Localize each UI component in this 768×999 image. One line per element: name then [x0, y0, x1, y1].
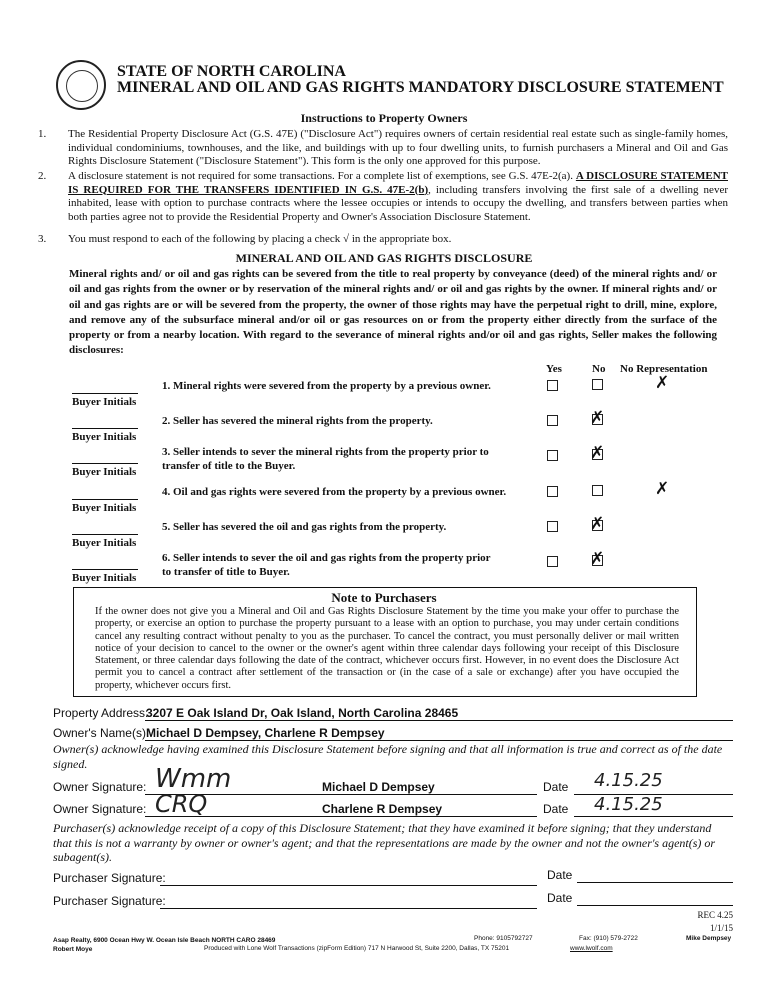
property-address-line	[145, 720, 733, 721]
check-mark-q4: ✗	[655, 479, 670, 499]
question-1	[162, 379, 552, 393]
checkbox-yes-q3[interactable]	[547, 450, 558, 461]
purchaser2-signature-label: Purchaser Signature:	[53, 894, 166, 908]
question-text-continued: transfer of title to the Buyer.	[162, 460, 296, 472]
checkbox-no-q4[interactable]	[592, 485, 603, 496]
col-yes: Yes	[546, 363, 562, 375]
question-4	[162, 485, 552, 499]
instruction-2: 2. A disclosure statement is not required for some transactions. For a complete list of exemptions, see G.S. 47E-2(a). A DISCLOSURE STATEMENT IS REQUIRED FOR THE TRANSFERS IDENTIFIED IN G.S. 47E-2(b), including transfers involving the first sale of a dwelling never inhabited, lease with option to purchase contracts where the lessee occupies or intends to occupy the dwelling, and transfers between parties when both parties agree not to provide the Residential Property and Owner's Association Disclosure Statement.	[38, 170, 728, 223]
purchaser1-date-line[interactable]	[577, 882, 733, 883]
state-title: STATE OF NORTH CAROLINA	[117, 63, 346, 80]
check-mark-q3: ✗	[590, 443, 605, 463]
footer-fax: Fax: (910) 579-2722	[579, 935, 638, 942]
form-date: 1/1/15	[709, 923, 733, 933]
footer-agent: Mike Dempsey	[686, 935, 732, 942]
check-mark-q5: ✗	[590, 514, 605, 534]
property-address-value[interactable]: 3207 E Oak Island Dr, Oak Island, North Carolina 28465	[146, 706, 459, 720]
col-no: No	[592, 363, 606, 375]
checkbox-yes-q5[interactable]	[547, 521, 558, 532]
question-6	[162, 551, 552, 579]
check-mark-q1: ✗	[655, 373, 670, 393]
owner2-signature-label: Owner Signature:	[53, 802, 147, 816]
checkbox-yes-q2[interactable]	[547, 415, 558, 426]
section-paragraph: Mineral rights and/ or oil and gas rights can be severed from the title to real property by conveyance (deed) of the mineral rights and/ or oil and gas rights from the owner or by reservation of the mineral rights and/ or oil and gas rights by the owner. If mineral rights and/ or oil and gas rights are or will be severed from the property, the owner of those rights may have the perpetual right to drill, mine, explore, and remove any of the subsurface mineral and/or oil or gas resources on or from the property either directly from the surface of the property or from a nearby location. With regard to the severance of mineral rights and/or oil and gas rights, Seller makes the following disclosures:	[69, 268, 717, 357]
question-text: 6. Seller intends to sever the oil and gas rights from the property prior	[162, 552, 491, 564]
buyer-initials-5[interactable]: Buyer Initials	[72, 534, 138, 549]
footer-company: Asap Realty, 6900 Ocean Hwy W. Ocean Isle Beach NORTH CARO 28469	[53, 937, 276, 944]
owner1-date-label: Date	[543, 780, 569, 794]
question-text: 2. Seller has severed the mineral rights from the property.	[162, 415, 433, 427]
owner2-date-value[interactable]: 4.15.25	[594, 794, 663, 815]
instruction-3: 3. You must respond to each of the following by placing a check √ in the appropriate box.	[38, 233, 452, 245]
owners-label: Owner's Name(s):	[53, 726, 150, 740]
footer-person: Robert Moye	[53, 946, 93, 953]
owner2-printed-name: Charlene R Dempsey	[322, 802, 443, 816]
instruction-1: 1. The Residential Property Disclosure Act (G.S. 47E) ("Disclosure Act") requires owners of certain residential real estate such as single-family homes, individual condominiums, townhouses, and the like, and buildings with up to four dwelling units, to furnish purchasers a Mineral and Oil and Gas Rights Disclosure Statement ("Disclosure Statement"). This form is the only one approved for this purpose.	[38, 128, 728, 167]
question-text: 4. Oil and gas rights were severed from the property by a previous owner.	[162, 486, 507, 498]
owners-value[interactable]: Michael D Dempsey, Charlene R Dempsey	[146, 726, 385, 740]
buyer-initials-4[interactable]: Buyer Initials	[72, 499, 138, 514]
question-text: 3. Seller intends to sever the mineral rights from the property prior to	[162, 446, 489, 458]
question-text-continued: to transfer of title to Buyer.	[162, 566, 290, 578]
owner1-signature-scrawl: Wmm	[155, 764, 232, 794]
buyer-initials-1[interactable]: Buyer Initials	[72, 393, 138, 408]
owner1-signature-label: Owner Signature:	[53, 780, 147, 794]
checkbox-yes-q1[interactable]	[547, 380, 558, 391]
property-address-label: Property Address:	[53, 706, 149, 720]
purchaser2-signature-line[interactable]	[160, 908, 537, 909]
purchaser1-date-label: Date	[547, 868, 573, 882]
question-text: 5. Seller has severed the oil and gas rights from the property.	[162, 521, 447, 533]
checkbox-yes-q6[interactable]	[547, 556, 558, 567]
owner2-date-line	[574, 816, 733, 817]
buyer-initials-3[interactable]: Buyer Initials	[72, 463, 138, 478]
check-mark-q2: ✗	[590, 408, 605, 428]
purchaser-acknowledgement: Purchaser(s) acknowledge receipt of a copy of this Disclosure Statement; that they have examined it before signing; that they understand that this is not a warranty by owner or owner's agent; and that the representations are made by the owner and not the owner's agent(s) or subagent(s).	[53, 821, 716, 864]
checkbox-yes-q4[interactable]	[547, 486, 558, 497]
section-title: MINERAL AND OIL AND GAS RIGHTS DISCLOSURE	[235, 251, 533, 265]
owner-acknowledgement: Owner(s) acknowledge having examined this Disclosure Statement before signing and that all information is true and correct as of the date signed.	[53, 742, 723, 771]
purchaser1-signature-line[interactable]	[160, 885, 537, 886]
question-5	[162, 520, 552, 534]
footer-phone: Phone: 9105792727	[474, 935, 533, 942]
instructions-title: Instructions to Property Owners	[300, 111, 468, 125]
owner2-signature-scrawl: CRQ	[155, 790, 208, 818]
purchaser1-signature-label: Purchaser Signature:	[53, 871, 166, 885]
buyer-initials-6[interactable]: Buyer Initials	[72, 569, 138, 584]
owner1-printed-name: Michael D Dempsey	[322, 780, 435, 794]
footer-produced: Produced with Lone Wolf Transactions (zipForm Edition) 717 N Harwood St, Suite 2200, Dallas, TX 75201	[204, 945, 510, 952]
note-text: If the owner does not give you a Mineral and Oil and Gas Rights Disclosure Statement by the time you make your offer to purchase the property, or exercise an option to purchase the property pursuant to a lease with an option to purchase, you may under certain conditions cancel any resulting contract without penalty to you as the purchaser. To cancel the contract, you must personally deliver or mail written notice of your decision to cancel to the owner or the owner's agent within three calendar days following your receipt of this Disclosure Statement, or three calendar days following the date of the contract, whichever occurs first. However, in no event does the Disclosure Act permit you to cancel a contract after settlement of the transaction or (in the case of a sale or exchange) after you have occupied the property, whichever occurs first.	[95, 606, 679, 691]
checkbox-no-q1[interactable]	[592, 379, 603, 390]
owner2-date-label: Date	[543, 802, 569, 816]
owners-line	[145, 740, 733, 741]
buyer-initials-2[interactable]: Buyer Initials	[72, 428, 138, 443]
question-text: 1. Mineral rights were severed from the property by a previous owner.	[162, 380, 491, 392]
question-3	[162, 445, 552, 473]
purchaser2-date-label: Date	[547, 891, 573, 905]
owner1-date-value[interactable]: 4.15.25	[594, 770, 663, 791]
col-no-representation: No Representation	[620, 363, 708, 375]
nc-real-estate-commission-seal	[56, 60, 106, 110]
footer-website-link[interactable]: www.lwolf.com	[570, 945, 613, 952]
form-title: MINERAL AND OIL AND GAS RIGHTS MANDATORY DISCLOSURE STATEMENT	[117, 79, 724, 96]
question-2	[162, 414, 552, 428]
note-title: Note to Purchasers	[331, 590, 437, 605]
check-mark-q6: ✗	[590, 549, 605, 569]
purchaser2-date-line[interactable]	[577, 905, 733, 906]
form-code: REC 4.25	[697, 910, 733, 920]
